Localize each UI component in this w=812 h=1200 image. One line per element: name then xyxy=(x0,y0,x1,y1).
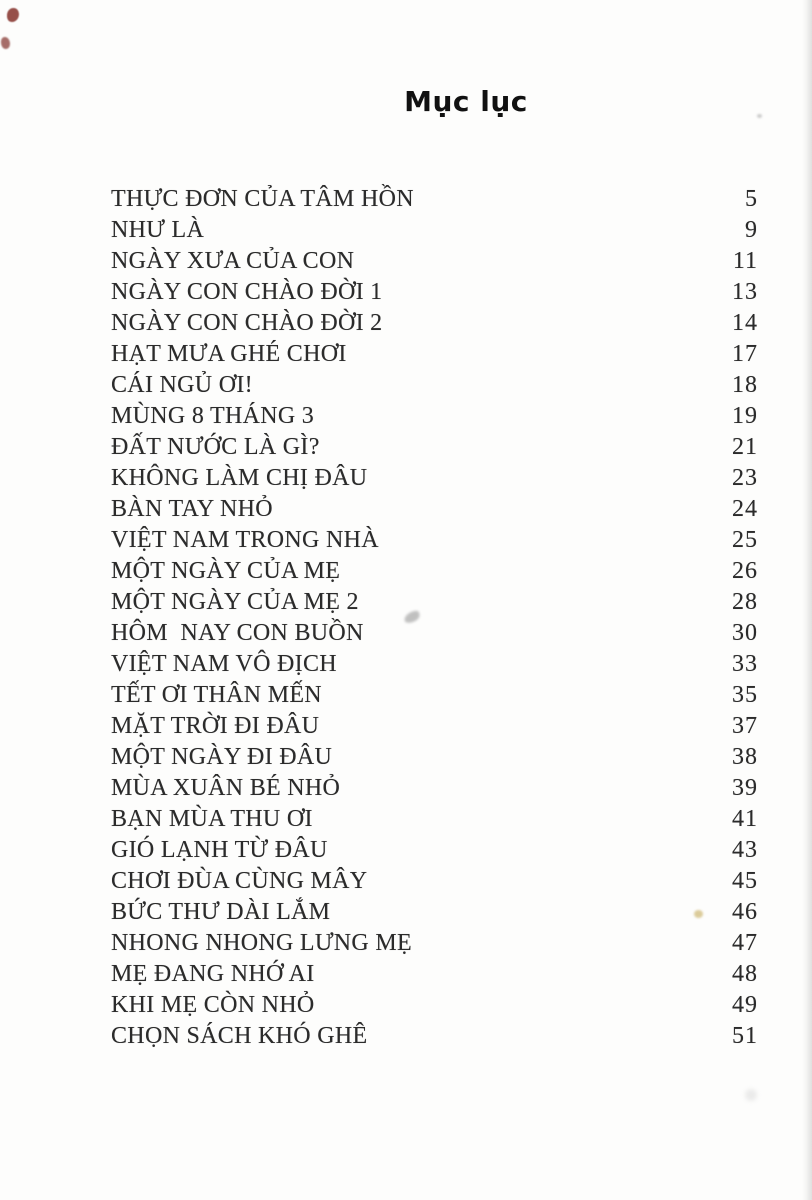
toc-row xyxy=(111,899,758,930)
toc-entry-page-number: 14 xyxy=(732,310,758,336)
toc-row xyxy=(111,961,758,992)
toc-row xyxy=(111,744,758,775)
toc-row xyxy=(111,248,758,279)
toc-entry-title: NGÀY XƯA CỦA CON xyxy=(111,248,355,274)
toc-entry-title: BÀN TAY NHỎ xyxy=(111,496,273,522)
scan-speck-bottom xyxy=(745,1089,757,1101)
toc-entry-title: MÙNG 8 THÁNG 3 xyxy=(111,403,315,429)
toc-entry-page-number: 19 xyxy=(732,403,758,429)
toc-entry-title: MÙA XUÂN BÉ NHỎ xyxy=(111,775,341,801)
toc-row xyxy=(111,589,758,620)
toc-row xyxy=(111,837,758,868)
toc-row xyxy=(111,372,758,403)
toc-row xyxy=(111,217,758,248)
toc-entry-title: MỘT NGÀY ĐI ĐÂU xyxy=(111,744,333,770)
toc-entry-page-number: 39 xyxy=(732,775,758,801)
toc-entry-title: TẾT ƠI THÂN MẾN xyxy=(111,682,322,708)
toc-row xyxy=(111,403,758,434)
toc-entry-page-number: 26 xyxy=(732,558,758,584)
page-edge-shadow xyxy=(802,0,812,1200)
toc-entry-title: ĐẤT NƯỚC LÀ GÌ? xyxy=(111,434,320,460)
toc-entry-page-number: 37 xyxy=(732,713,758,739)
toc-entry-page-number: 49 xyxy=(732,992,758,1018)
toc-entry-page-number: 48 xyxy=(732,961,758,987)
scan-speck-red-lower xyxy=(1,37,10,49)
toc-row xyxy=(111,496,758,527)
toc-entry-page-number: 23 xyxy=(732,465,758,491)
toc-entry-page-number: 11 xyxy=(732,248,758,274)
toc-entry-page-number: 30 xyxy=(732,620,758,646)
toc-entry-title: VIỆT NAM TRONG NHÀ xyxy=(111,527,379,553)
toc-row xyxy=(111,434,758,465)
toc-entry-page-number: 38 xyxy=(732,744,758,770)
toc-entry-title: NHƯ LÀ xyxy=(111,217,205,243)
toc-row xyxy=(111,310,758,341)
toc-entry-title: HẠT MƯA GHÉ CHƠI xyxy=(111,341,347,367)
toc-entry-title: HÔM NAY CON BUỒN xyxy=(111,620,364,646)
toc-entry-title: MỘT NGÀY CỦA MẸ 2 xyxy=(111,589,359,615)
toc-row xyxy=(111,651,758,682)
toc-entry-page-number: 28 xyxy=(732,589,758,615)
toc-entry-page-number: 13 xyxy=(732,279,758,305)
toc-entry-title: GIÓ LẠNH TỪ ĐÂU xyxy=(111,837,328,863)
toc-entry-title: MẸ ĐANG NHỚ AI xyxy=(111,961,315,987)
toc-entry-title: THỰC ĐƠN CỦA TÂM HỒN xyxy=(111,186,414,212)
scan-speck-red-top xyxy=(7,8,19,22)
toc-entry-title: BẠN MÙA THU ƠI xyxy=(111,806,313,832)
toc-row xyxy=(111,682,758,713)
toc-row xyxy=(111,558,758,589)
toc-entry-title: KHÔNG LÀM CHỊ ĐÂU xyxy=(111,465,368,491)
toc-row xyxy=(111,992,758,1023)
toc-entry-page-number: 18 xyxy=(732,372,758,398)
toc-entry-page-number: 24 xyxy=(732,496,758,522)
toc-row xyxy=(111,279,758,310)
toc-row xyxy=(111,527,758,558)
toc-entry-title: NGÀY CON CHÀO ĐỜI 2 xyxy=(111,310,383,336)
toc-row xyxy=(111,713,758,744)
toc-entry-title: MẶT TRỜI ĐI ĐÂU xyxy=(111,713,320,739)
toc-row xyxy=(111,930,758,961)
toc-list xyxy=(111,186,758,1054)
toc-entry-page-number: 47 xyxy=(732,930,758,956)
toc-entry-title: NGÀY CON CHÀO ĐỜI 1 xyxy=(111,279,383,305)
toc-entry-page-number: 45 xyxy=(732,868,758,894)
toc-entry-page-number: 46 xyxy=(732,899,758,925)
toc-row xyxy=(111,1023,758,1054)
toc-entry-title: CHƠI ĐÙA CÙNG MÂY xyxy=(111,868,368,894)
toc-entry-title: VIỆT NAM VÔ ĐỊCH xyxy=(111,651,337,677)
toc-entry-title: MỘT NGÀY CỦA MẸ xyxy=(111,558,341,584)
toc-entry-page-number: 43 xyxy=(732,837,758,863)
toc-entry-page-number: 17 xyxy=(732,341,758,367)
toc-row xyxy=(111,186,758,217)
toc-row xyxy=(111,806,758,837)
toc-entry-page-number: 25 xyxy=(732,527,758,553)
toc-entry-title: NHONG NHONG LƯNG MẸ xyxy=(111,930,412,956)
page-title: Mục lục xyxy=(404,85,528,118)
toc-row xyxy=(111,868,758,899)
toc-entry-page-number: 41 xyxy=(732,806,758,832)
toc-row xyxy=(111,341,758,372)
toc-entry-page-number: 51 xyxy=(732,1023,758,1049)
toc-row xyxy=(111,620,758,651)
toc-entry-title: BỨC THƯ DÀI LẮM xyxy=(111,899,331,925)
toc-entry-page-number: 21 xyxy=(732,434,758,460)
toc-entry-page-number: 33 xyxy=(732,651,758,677)
toc-entry-title: CÁI NGỦ ƠI! xyxy=(111,372,253,398)
toc-row xyxy=(111,465,758,496)
toc-entry-title: CHỌN SÁCH KHÓ GHÊ xyxy=(111,1023,368,1049)
scan-dot xyxy=(757,114,762,118)
toc-entry-title: KHI MẸ CÒN NHỎ xyxy=(111,992,315,1018)
toc-row xyxy=(111,775,758,806)
toc-entry-page-number: 35 xyxy=(732,682,758,708)
toc-entry-page-number: 9 xyxy=(745,217,758,243)
toc-entry-page-number: 5 xyxy=(745,186,758,212)
